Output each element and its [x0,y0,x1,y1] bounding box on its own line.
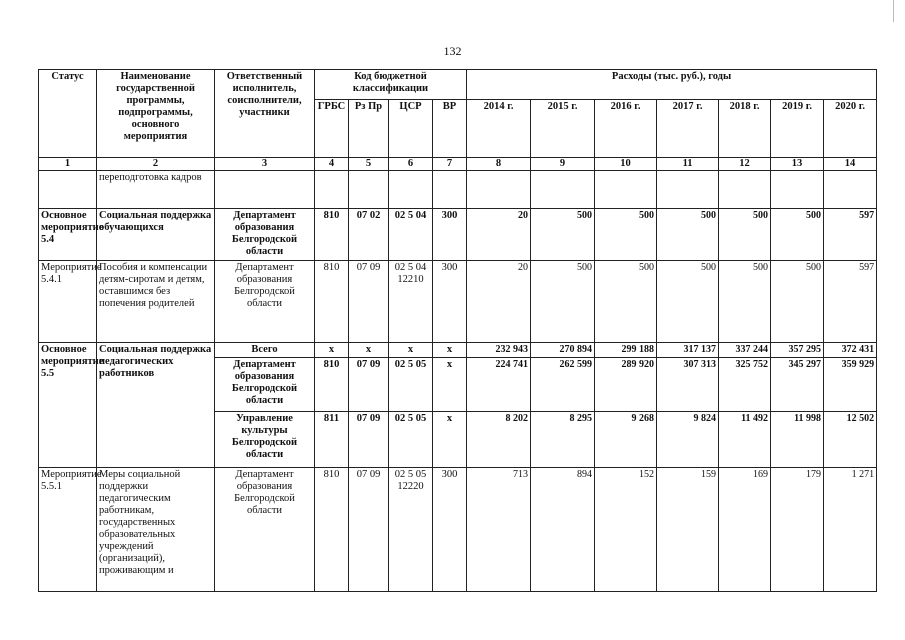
header-budget-code: Код бюджетной классификации [315,70,467,100]
row-value: 337 244 [719,343,771,358]
row-csr: 02 5 04 12210 [389,261,433,343]
row-value: 179 [771,468,824,592]
row-executor: Департамент образования Белгородской области [215,209,315,261]
col-number: 5 [349,158,389,171]
row-name: Социальная поддержка педагогических работников [97,343,215,468]
row-value: 152 [595,468,657,592]
row-name: Пособия и компенсации детям-сиротам и детям, оставшимся без попечения родителей [97,261,215,343]
row-value: 307 313 [657,358,719,412]
row-value: 597 [824,209,877,261]
row-value: 359 929 [824,358,877,412]
header-executor: Ответственный исполнитель, соисполнители, участники [215,70,315,158]
col-number: 10 [595,158,657,171]
table-row-continuation [39,171,877,209]
header-name: Наименование государственной программы, подпрограммы, основного мероприятия [97,70,215,158]
row-value: 500 [531,209,595,261]
col-number: 9 [531,158,595,171]
col-number: 8 [467,158,531,171]
row-value: 299 188 [595,343,657,358]
header-status: Статус [39,70,97,158]
row-grbs: 811 [315,412,349,468]
row-rzpr: 07 09 [349,412,389,468]
row-vr: 300 [433,468,467,592]
row-name: переподготовка кадров [97,171,215,209]
row-status: Мероприятие 5.5.1 [39,468,97,592]
header-year: 2015 г. [531,100,595,158]
row-csr: 02 5 04 [389,209,433,261]
row-value: 224 741 [467,358,531,412]
row-value: 713 [467,468,531,592]
row-vr: 300 [433,209,467,261]
header-year: 2014 г. [467,100,531,158]
row-status: Основное мероприятие 5.5 [39,343,97,468]
row-value: 345 297 [771,358,824,412]
table-row-5-5-total [39,343,877,358]
row-csr: 02 5 05 [389,412,433,468]
row-value: 12 502 [824,412,877,468]
row-csr: 02 5 05 [389,358,433,412]
row-value: 20 [467,261,531,343]
row-csr: x [389,343,433,358]
col-number: 6 [389,158,433,171]
row-value: 357 295 [771,343,824,358]
row-executor: Департамент образования Белгородской области [215,468,315,592]
row-value: 597 [824,261,877,343]
row-value: 325 752 [719,358,771,412]
col-number: 4 [315,158,349,171]
row-value: 894 [531,468,595,592]
row-grbs: 810 [315,209,349,261]
row-value: 9 824 [657,412,719,468]
row-name: Меры социальной поддержки педагогическим работникам, государственных образовательных учреждений (организаций), проживающим и [97,468,215,592]
col-number: 2 [97,158,215,171]
header-csr: ЦСР [389,100,433,158]
col-number: 13 [771,158,824,171]
row-value: 270 894 [531,343,595,358]
row-value: 20 [467,209,531,261]
row-value: 159 [657,468,719,592]
col-number: 1 [39,158,97,171]
header-vr: ВР [433,100,467,158]
row-rzpr: 07 09 [349,468,389,592]
header-rzpr: Рз Пр [349,100,389,158]
row-value: 11 492 [719,412,771,468]
col-number: 14 [824,158,877,171]
row-rzpr: x [349,343,389,358]
col-number: 11 [657,158,719,171]
row-rzpr: 07 09 [349,358,389,412]
row-vr: x [433,358,467,412]
scan-mark [893,0,894,22]
row-value: 500 [771,209,824,261]
header-year: 2018 г. [719,100,771,158]
row-status: Мероприятие 5.4.1 [39,261,97,343]
table-row-5-5-1 [39,468,877,592]
row-value: 1 271 [824,468,877,592]
row-value: 9 268 [595,412,657,468]
row-rzpr: 07 09 [349,261,389,343]
col-number: 7 [433,158,467,171]
row-executor: Всего [215,343,315,358]
row-value: 500 [719,209,771,261]
row-value: 372 431 [824,343,877,358]
column-number-row [39,158,877,171]
table-row-5-4 [39,209,877,261]
col-number: 12 [719,158,771,171]
header-year: 2020 г. [824,100,877,158]
row-value: 500 [595,261,657,343]
row-executor: Департамент образования Белгородской области [215,358,315,412]
row-status: Основное мероприятие 5.4 [39,209,97,261]
page-number: 132 [443,44,462,58]
row-value: 500 [771,261,824,343]
budget-table [38,69,877,592]
row-vr: x [433,343,467,358]
header-year: 2017 г. [657,100,719,158]
header-row-top [39,70,877,100]
row-value: 500 [531,261,595,343]
row-value: 500 [657,209,719,261]
row-rzpr: 07 02 [349,209,389,261]
row-grbs: 810 [315,468,349,592]
row-vr: x [433,412,467,468]
row-value: 500 [657,261,719,343]
row-vr: 300 [433,261,467,343]
header-year: 2019 г. [771,100,824,158]
row-value: 289 920 [595,358,657,412]
row-executor: Управление культуры Белгородской области [215,412,315,468]
row-value: 169 [719,468,771,592]
row-value: 11 998 [771,412,824,468]
col-number: 3 [215,158,315,171]
row-value: 500 [595,209,657,261]
table-row-5-4-1 [39,261,877,343]
row-value: 262 599 [531,358,595,412]
row-name: Социальная поддержка обучающихся [97,209,215,261]
row-value: 317 137 [657,343,719,358]
row-value: 232 943 [467,343,531,358]
row-grbs: 810 [315,261,349,343]
row-grbs: 810 [315,358,349,412]
row-value: 8 202 [467,412,531,468]
header-year: 2016 г. [595,100,657,158]
header-grbs: ГРБС [315,100,349,158]
row-value: 500 [719,261,771,343]
row-value: 8 295 [531,412,595,468]
row-executor: Департамент образования Белгородской области [215,261,315,343]
row-csr: 02 5 05 12220 [389,468,433,592]
row-grbs: x [315,343,349,358]
header-expenses: Расходы (тыс. руб.), годы [467,70,877,100]
